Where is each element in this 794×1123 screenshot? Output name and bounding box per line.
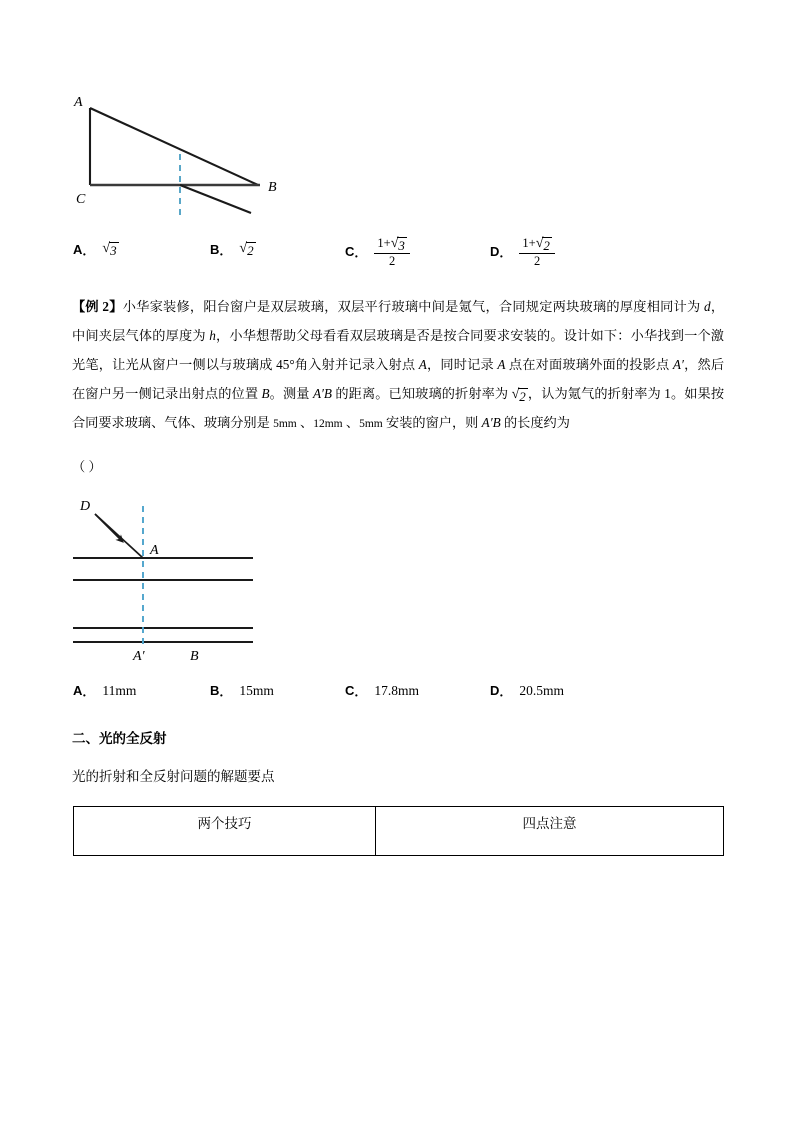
option-letter: A bbox=[73, 242, 83, 257]
radical-sign: √ bbox=[239, 241, 248, 256]
incident-ray bbox=[95, 514, 143, 558]
option-value: 20.5mm bbox=[519, 682, 565, 698]
question2-text-5: 点在对面玻璃外面的投影点 bbox=[505, 357, 673, 372]
option-letter: C bbox=[345, 244, 355, 260]
question2-text-1: 小华家装修，阳台窗户是双层玻璃，双层平行玻璃中间是氪气，合同规定两块玻璃的厚度相同计为 bbox=[122, 299, 704, 314]
radical-expression-n bbox=[512, 388, 528, 403]
option-dot: ． bbox=[354, 245, 368, 261]
question2-text-3: ，小华想帮助父母看看双层玻璃是否是按合同要求安装的。设计如下：小华找到一个激光笔，让光从窗户一侧以与玻璃成 45°角入射并记录入射点 bbox=[72, 328, 724, 372]
question2-answer-blank[interactable]: （ ） bbox=[72, 459, 102, 474]
fraction-numerator bbox=[519, 237, 555, 253]
option-letter: D bbox=[490, 683, 500, 698]
question2-text-9: ，认为氪气的折射率为 1。如果按合同要求玻璃、气体、玻璃分别是 bbox=[72, 386, 725, 430]
question1-options-row bbox=[73, 236, 723, 274]
label-b: B bbox=[268, 180, 277, 195]
option-value bbox=[519, 236, 555, 267]
option-letter: B bbox=[210, 242, 220, 257]
question2-option-b[interactable] bbox=[210, 681, 274, 700]
option-dot: ． bbox=[219, 243, 233, 258]
question1-option-c[interactable] bbox=[345, 236, 410, 267]
option-dot: ． bbox=[82, 243, 96, 258]
question1-option-d[interactable] bbox=[490, 236, 555, 267]
summary-table bbox=[73, 806, 724, 856]
option-dot: ． bbox=[219, 684, 233, 699]
thickness-glass-2: 5mm bbox=[359, 418, 383, 430]
radicand: 3 bbox=[110, 243, 117, 258]
thickness-gas: 12mm bbox=[313, 418, 343, 430]
variable-h: h bbox=[209, 328, 216, 343]
label-a: A bbox=[74, 95, 83, 110]
variable-b: B bbox=[261, 386, 270, 401]
label-a-prime: A′ bbox=[133, 649, 145, 664]
question2-text-11: 、 bbox=[342, 415, 360, 430]
option-value bbox=[239, 242, 255, 257]
question2-option-c[interactable] bbox=[345, 681, 419, 700]
option-letter: D bbox=[490, 244, 500, 260]
variable-a-prime: A′ bbox=[672, 357, 684, 372]
label-a: A bbox=[150, 543, 159, 558]
radical-sign: √ bbox=[102, 241, 111, 256]
fraction bbox=[519, 237, 555, 268]
radical-expression bbox=[102, 242, 118, 257]
label-b: B bbox=[190, 649, 199, 664]
fraction-denominator: 2 bbox=[519, 253, 555, 268]
question2-body bbox=[72, 292, 724, 439]
numerator-prefix: 1+ bbox=[377, 236, 391, 250]
fraction bbox=[374, 237, 410, 268]
fraction-denominator: 2 bbox=[374, 253, 410, 268]
option-dot: ． bbox=[499, 684, 513, 699]
option-value: 17.8mm bbox=[374, 682, 420, 698]
radical-sign: √ bbox=[535, 236, 544, 251]
section-heading: 二、光的全反射 bbox=[72, 731, 167, 746]
question2-text-12: 安装的窗户，则 bbox=[382, 415, 482, 430]
option-letter: A bbox=[73, 683, 83, 698]
variable-a-incident: A bbox=[418, 357, 427, 372]
triangle-side-ab bbox=[90, 108, 258, 185]
table-row bbox=[74, 807, 724, 856]
question2-text-13: 的长度约为 bbox=[500, 415, 570, 430]
option-value bbox=[102, 242, 118, 257]
question2-option-d[interactable] bbox=[490, 681, 564, 700]
question2-text-10: 、 bbox=[296, 415, 314, 430]
fraction-numerator bbox=[374, 237, 410, 253]
radical-expression bbox=[391, 237, 407, 252]
triangle-refraction-diagram bbox=[68, 88, 368, 228]
question1-option-b[interactable] bbox=[210, 240, 256, 259]
segment-a-prime-b: A′B bbox=[312, 386, 332, 401]
thickness-glass-1: 5mm bbox=[273, 418, 297, 430]
question2-tag: 【例 2】 bbox=[72, 299, 123, 314]
question2-text-7: 。测量 bbox=[269, 386, 313, 401]
option-dot: ． bbox=[82, 684, 96, 699]
label-d: D bbox=[80, 499, 91, 514]
table-header-cautions: 四点注意 bbox=[376, 807, 724, 856]
radicand: 2 bbox=[247, 243, 254, 258]
variable-a-second: A bbox=[497, 357, 506, 372]
radicand: 2 bbox=[543, 238, 550, 253]
radicand: 3 bbox=[398, 238, 405, 253]
radical-expression bbox=[239, 242, 255, 257]
radical-expression bbox=[536, 237, 552, 252]
option-value: 11mm bbox=[102, 682, 137, 698]
question1-option-a[interactable] bbox=[73, 240, 119, 259]
section-subheading: 光的折射和全反射问题的解题要点 bbox=[72, 769, 275, 784]
double-glazing-diagram bbox=[66, 492, 326, 672]
segment-a-prime-b-2: A′B bbox=[481, 415, 501, 430]
option-value bbox=[374, 236, 410, 267]
variable-d: d bbox=[703, 299, 711, 314]
radicand: 2 bbox=[519, 389, 526, 404]
question2-text-8: 的距离。已知玻璃的折射率为 bbox=[331, 386, 512, 401]
question2-text-4: ，同时记录 bbox=[426, 357, 498, 372]
question2-text-2: ，中间夹层气体的厚度为 bbox=[72, 299, 725, 343]
question2-options-row bbox=[73, 681, 723, 715]
label-c: C bbox=[76, 192, 86, 207]
radical-sign: √ bbox=[390, 236, 399, 251]
radical-sign: √ bbox=[511, 387, 520, 402]
option-dot: ． bbox=[499, 245, 513, 261]
option-letter: B bbox=[210, 683, 220, 698]
question2-option-a[interactable] bbox=[73, 681, 136, 700]
option-letter: C bbox=[345, 683, 355, 698]
option-value: 15mm bbox=[239, 682, 274, 698]
table-header-techniques: 两个技巧 bbox=[74, 807, 376, 856]
option-dot: ． bbox=[354, 684, 368, 699]
numerator-prefix: 1+ bbox=[522, 236, 536, 250]
question2-text-6: ，然后在窗户另一侧记录出射点的位置 bbox=[72, 357, 725, 401]
refracted-ray bbox=[180, 185, 251, 213]
